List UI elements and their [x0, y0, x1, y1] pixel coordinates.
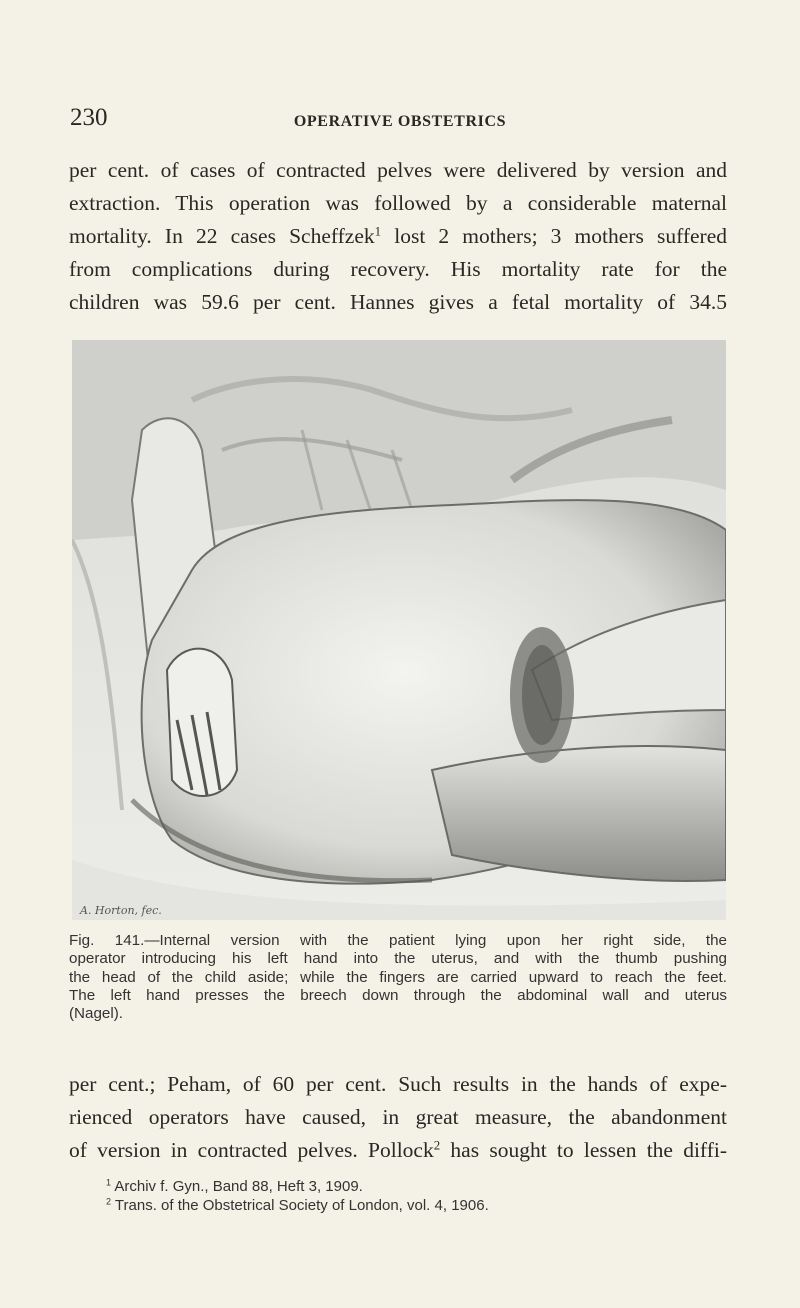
text-line: children was 59.6 per cent. Hannes gives a fetal mortality of 34.5 — [69, 290, 727, 314]
figure-caption — [69, 932, 727, 1023]
paragraph-top — [69, 154, 727, 319]
caption-line: operator introducing his left hand into the uterus, and with the thumb pushing — [69, 950, 727, 968]
caption-line: (Nagel). — [69, 1005, 124, 1023]
text-line: from complications during recovery. His mortality rate for the — [69, 257, 727, 281]
caption-line: the head of the child aside; while the fingers are carried upward to reach the feet. — [69, 968, 727, 986]
page-number: 230 — [70, 104, 108, 131]
text-segment: mortality. In 22 cases Scheffzek — [69, 224, 375, 248]
footnote-1 — [106, 1177, 726, 1196]
text-line: per cent.; Peham, of 60 per cent. Such results in the hands of expe- — [69, 1072, 727, 1096]
paragraph-bottom — [69, 1068, 727, 1167]
text-line: per cent. of cases of contracted pelves were delivered by version and — [69, 158, 727, 182]
footnotes — [106, 1177, 726, 1215]
text-line: rienced operators have caused, in great measure, the abandonment — [69, 1105, 727, 1129]
footnote-mark: 1 — [106, 1177, 112, 1188]
caption-line: Fig. 141.—Internal version with the patient lying upon her right side, the — [69, 932, 727, 949]
footnote-text: Archiv f. Gyn., Band 88, Heft 3, 1909. — [111, 1178, 363, 1195]
text-line: extraction. This operation was followed by a considerable maternal — [69, 191, 727, 215]
running-head — [70, 104, 730, 138]
footnote-2 — [106, 1196, 726, 1215]
caption-line: The left hand presses the breech down through the abdominal wall and uterus — [69, 986, 727, 1004]
text-line — [69, 220, 727, 253]
footnote-text: Trans. of the Obstetrical Society of London, vol. 4, 1906. — [111, 1197, 489, 1214]
footnote-ref-1: 1 — [374, 224, 382, 239]
text-segment: of version in contracted pelves. Pollock — [69, 1138, 434, 1162]
figure-illustration — [72, 340, 726, 920]
running-title: OPERATIVE OBSTETRICS — [293, 113, 507, 130]
footnote-ref-2: 2 — [433, 1138, 441, 1153]
engraver-signature: A. Horton, fec. — [80, 904, 162, 917]
text-segment: lost 2 mothers; 3 mothers suffered — [381, 224, 727, 248]
text-line — [69, 1134, 727, 1167]
footnote-mark: 2 — [106, 1196, 112, 1207]
text-segment: has sought to lessen the diffi- — [440, 1138, 727, 1162]
engraving-image — [72, 340, 726, 920]
